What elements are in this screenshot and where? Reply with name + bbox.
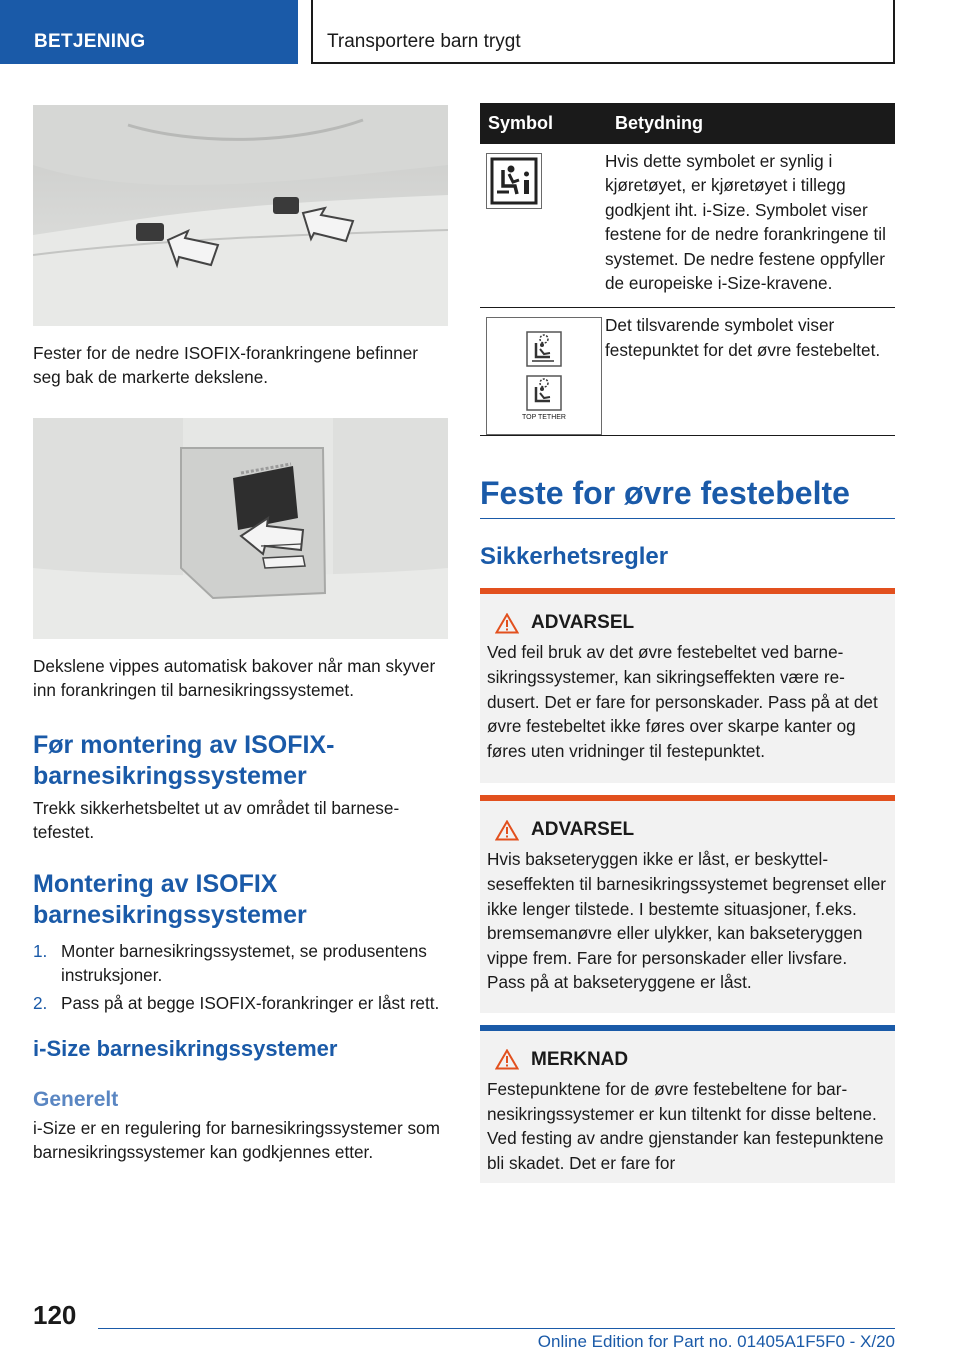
note-text: Festepunktene for de øvre festebeltene for barnesikringssystemer er kun tiltenkt for disse beltene. Ved festing av andre gjenstander kan festepunktene bli skadet. Det er fare for — [487, 1078, 884, 1173]
warning-title: ADVARSEL — [531, 819, 635, 841]
mounting-steps — [33, 939, 448, 1015]
note-title: MERKNAD — [531, 1048, 629, 1070]
heading-general: Generelt — [33, 1088, 119, 1111]
warning-text: Ved feil bruk av det øvre festebeltet ved barnesikringssystemer, kan sikringseffekten være redusert. Det er fare for personskader. Pass på at det øvre festebeltet ikke føres over skarpe kanter og føres uten vridninger til festepunktet. — [487, 642, 878, 761]
section-title: BETJENING — [34, 31, 146, 52]
chapter-header — [311, 0, 895, 64]
warning-box — [480, 795, 895, 1013]
footer-divider — [98, 1328, 895, 1329]
step-item — [33, 991, 448, 1015]
heading-before-mounting: Før montering av ISOFIX-barnesikringssystemer — [33, 731, 335, 790]
isofix-cover-photo — [33, 418, 448, 639]
step-number: 1. — [33, 941, 48, 961]
heading-mounting: Montering av ISOFIX barnesikringssystemer — [33, 870, 307, 929]
chapter-title: Transportere barn trygt — [327, 31, 521, 52]
column-header-symbol: Symbol — [480, 103, 605, 144]
isize-symbol-meaning: Hvis dette symbolet er synlig i kjøretøyet, er kjøretøyet i tillegg godkjent iht. i-Size. Symbolet viser festene for de nedre forankringene til systemet. De nedre festene oppfyller de europeiske i-Size-kravene. — [605, 144, 895, 308]
heading-isize: i-Size barnesikringssystemer — [33, 1036, 338, 1061]
step-item — [33, 939, 448, 987]
warning-text: Hvis bakseteryggen ikke er låst, er beskyttelseseffekten til barnesikringssystemet begrenset eller ikke lenger tilstede. I bestemte situasjoner, f.eks. bremsemanøvre eller ulykker, kan bakseteryggen vippe frem. Fare for personskader eller livsfare. Pass på at bakseteryggene er låst. — [487, 849, 887, 993]
caption-cover-tilt: Dekslene vippes automatisk bakover når man skyver inn forankringen til barnesikringssystemet. — [33, 656, 436, 700]
top-tether-label: TOP TETHER — [522, 413, 566, 421]
warning-title: ADVARSEL — [531, 612, 635, 634]
page-number: 120 — [33, 1300, 77, 1330]
top-tether-icon — [526, 375, 562, 411]
step-text: Pass på at begge ISOFIX-forankringer er låst rett. — [61, 993, 440, 1013]
section-tab — [0, 0, 298, 64]
edition-text: Online Edition for Part no. 01405A1F5F0 - X/20 — [537, 1332, 895, 1351]
note-box — [480, 1025, 895, 1183]
text-general: i-Size er en regulering for barnesikringssystemer som barnesikringssystemer kan godkjennes etter. — [33, 1118, 440, 1162]
text-before-mounting: Trekk sikkerhetsbeltet ut av området til barnesetefestet. — [33, 798, 400, 842]
table-row — [480, 308, 895, 436]
left-column — [33, 105, 448, 1164]
step-text: Monter barnesikringssystemet, se produsentens instruksjoner. — [61, 941, 427, 985]
right-column — [480, 103, 895, 1183]
table-row — [480, 144, 895, 308]
warning-box — [480, 588, 895, 783]
warning-triangle-icon — [495, 820, 519, 841]
child-seat-anchor-icon — [526, 331, 562, 367]
isofix-seat-photo — [33, 105, 448, 326]
step-number: 2. — [33, 993, 48, 1013]
symbol-table — [480, 103, 895, 436]
top-tether-symbol-meaning: Det tilsvarende symbolet viser festepunktet for det øvre festebeltet. — [605, 308, 895, 436]
heading-top-tether: Feste for øvre festebelte — [480, 474, 895, 519]
caption-anchor-location: Fester for de nedre ISOFIX-forankringene befinner seg bak de markerte dekslene. — [33, 343, 419, 387]
caution-triangle-icon — [495, 1049, 519, 1070]
heading-safety-rules: Sikkerhetsregler — [480, 543, 669, 571]
warning-triangle-icon — [495, 613, 519, 634]
isize-symbol-icon — [486, 153, 542, 209]
top-tether-symbol-box — [486, 317, 602, 435]
column-header-meaning: Betydning — [605, 103, 895, 144]
